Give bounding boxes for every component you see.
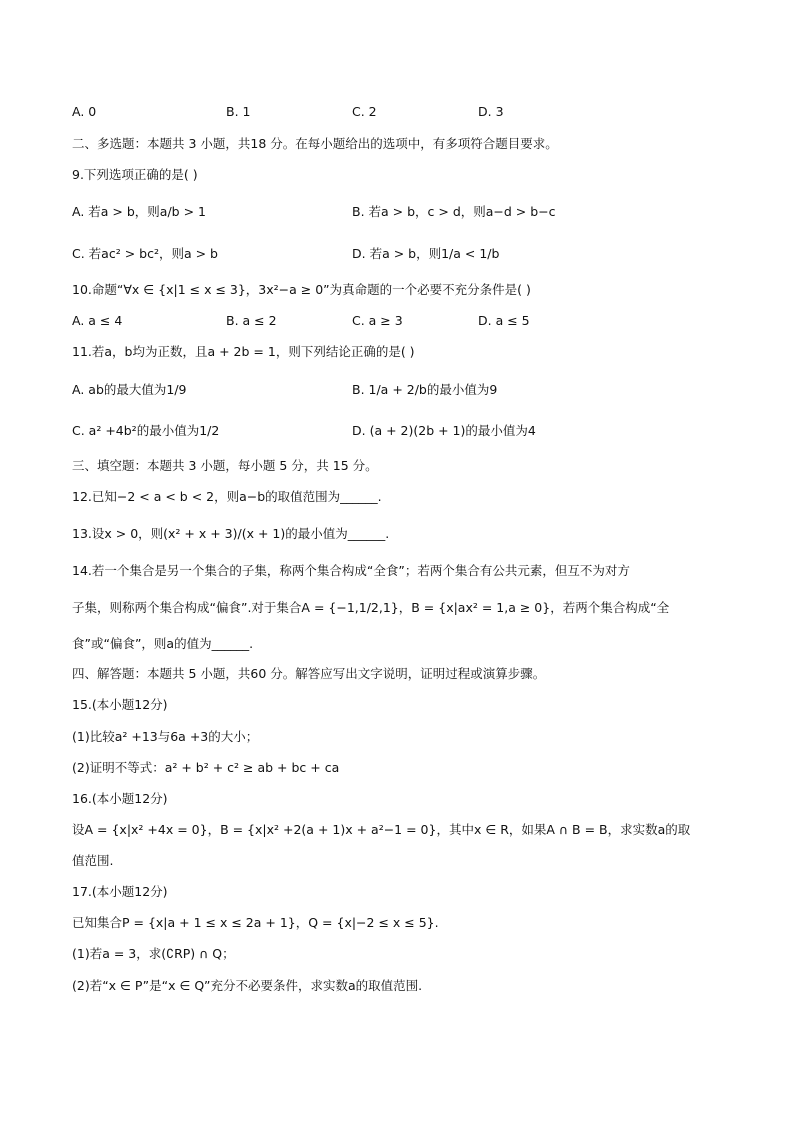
- q8-option-a: A. 0: [72, 104, 97, 119]
- q8-option-c: C. 2: [352, 104, 377, 119]
- q10-option-c: C. a ≥ 3: [352, 313, 403, 328]
- q14-line3: 食”或“偏食”，则a的值为______.: [72, 636, 254, 651]
- q9-option-c: C. 若ac² > bc²，则a > b: [72, 246, 218, 261]
- q9-stem: 9.下列选项正确的是( ): [72, 167, 198, 182]
- q14-line2: 子集，则称两个集合构成“偏食”.对于集合A = {−1,1/2,1}，B = {x|ax² = 1,a ≥ 0}，若两个集合构成“全: [72, 600, 670, 615]
- section2-header: 二、多选题：本题共 3 小题，共18 分。在每小题给出的选项中，有多项符合题目要求。: [72, 136, 558, 151]
- q11-option-c: C. a² +4b²的最小值为1/2: [72, 423, 220, 438]
- section3-header: 三、填空题：本题共 3 小题，每小题 5 分，共 15 分。: [72, 458, 378, 473]
- q16-line2: 值范围.: [72, 853, 114, 868]
- q10-stem: 10.命题“∀x ∈ {x|1 ≤ x ≤ 3}，3x²−a ≥ 0”为真命题的一个必要不充分条件是( ): [72, 282, 531, 297]
- q11-option-b: B. 1/a + 2/b的最小值为9: [352, 382, 498, 397]
- q10-option-b: B. a ≤ 2: [226, 313, 277, 328]
- q11-option-a: A. ab的最大值为1/9: [72, 382, 187, 397]
- q17-part1: (1)若a = 3，求(∁RP) ∩ Q；: [72, 946, 235, 961]
- q16-title: 16.(本小题12分): [72, 791, 168, 806]
- q13-text: 13.设x > 0，则(x² + x + 3)/(x + 1)的最小值为______.: [72, 526, 390, 541]
- q8-option-b: B. 1: [226, 104, 251, 119]
- q10-option-d: D. a ≤ 5: [478, 313, 530, 328]
- q15-title: 15.(本小题12分): [72, 697, 168, 712]
- q11-option-d: D. (a + 2)(2b + 1)的最小值为4: [352, 423, 536, 438]
- q17-line1: 已知集合P = {x|a + 1 ≤ x ≤ 2a + 1}，Q = {x|−2 ≤ x ≤ 5}.: [72, 915, 439, 930]
- q15-part1: (1)比较a² +13与6a +3的大小；: [72, 729, 259, 744]
- q17-title: 17.(本小题12分): [72, 884, 168, 899]
- q14-line1: 14.若一个集合是另一个集合的子集，称两个集合构成“全食”；若两个集合有公共元素，但互不为对方: [72, 563, 630, 578]
- q8-option-d: D. 3: [478, 104, 504, 119]
- q9-option-b: B. 若a > b，c > d，则a−d > b−c: [352, 204, 556, 219]
- q17-part2: (2)若“x ∈ P”是“x ∈ Q”充分不必要条件，求实数a的取值范围.: [72, 978, 423, 993]
- q12-text: 12.已知−2 < a < b < 2，则a−b的取值范围为______.: [72, 489, 382, 504]
- q16-line1: 设A = {x|x² +4x = 0}，B = {x|x² +2(a + 1)x + a²−1 = 0}，其中x ∈ R，如果A ∩ B = B，求实数a的取: [72, 822, 691, 837]
- q15-part2: (2)证明不等式：a² + b² + c² ≥ ab + bc + ca: [72, 760, 340, 775]
- q10-option-a: A. a ≤ 4: [72, 313, 123, 328]
- q11-stem: 11.若a，b均为正数，且a + 2b = 1，则下列结论正确的是( ): [72, 344, 415, 359]
- section4-header: 四、解答题：本题共 5 小题，共60 分。解答应写出文字说明，证明过程或演算步骤。: [72, 666, 546, 681]
- q9-option-d: D. 若a > b，则1/a < 1/b: [352, 246, 500, 261]
- q9-option-a: A. 若a > b，则a/b > 1: [72, 204, 206, 219]
